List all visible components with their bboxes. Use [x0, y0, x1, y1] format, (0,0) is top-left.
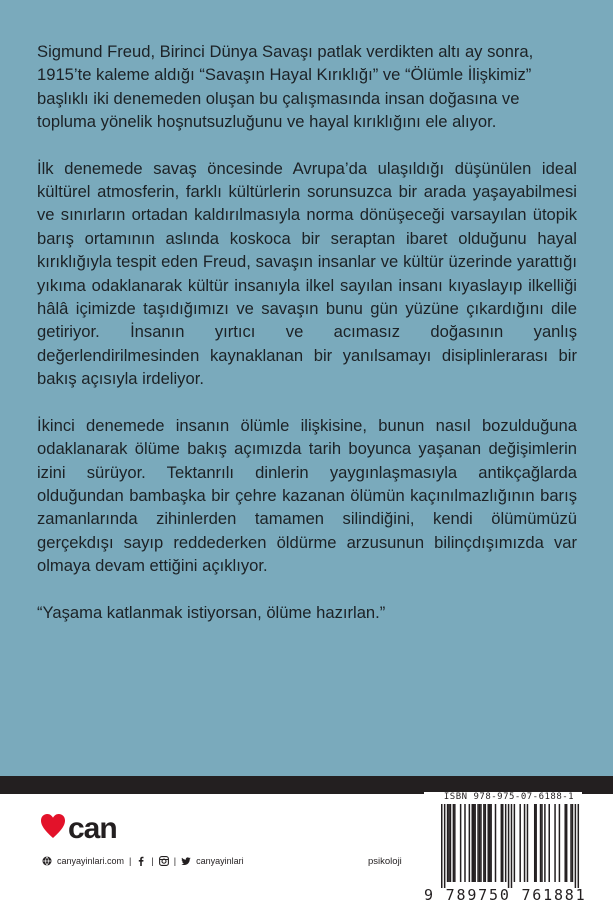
publisher-footer	[0, 794, 613, 920]
twitter-icon[interactable]	[181, 856, 191, 866]
barcode-bar	[527, 804, 529, 882]
barcode-bar	[524, 804, 526, 882]
barcode-bar	[570, 804, 572, 882]
barcode-bar	[448, 804, 450, 882]
barcode-bar	[508, 804, 510, 888]
barcode-bar	[483, 804, 485, 882]
separator: |	[151, 856, 154, 866]
barcode-bar	[474, 804, 476, 882]
barcode-bar	[501, 804, 503, 882]
barcode-bar	[502, 804, 504, 882]
barcode-bar	[578, 804, 580, 888]
globe-icon	[42, 856, 52, 866]
barcode-bar	[566, 804, 568, 882]
ean-digits: 9 789750 761881	[424, 886, 587, 904]
freud-quote: “Yaşama katlanmak istiyorsan, ölüme hazırlan.”	[37, 602, 386, 622]
barcode-bar	[572, 804, 574, 882]
barcode-bar	[505, 804, 507, 882]
barcode-graphic	[430, 804, 580, 888]
barcode-bar	[534, 804, 536, 882]
barcode-bar	[489, 804, 491, 882]
barcode-bar	[450, 804, 452, 882]
barcode	[430, 804, 580, 888]
barcode-bar	[480, 804, 482, 882]
separator: |	[129, 856, 132, 866]
instagram-icon[interactable]	[159, 856, 169, 866]
barcode-bar	[511, 804, 512, 888]
barcode-bar	[495, 804, 497, 882]
isbn-label: ISBN 978-975-07-6188-1	[443, 792, 575, 802]
heart-icon	[40, 808, 150, 848]
barcode-bar	[473, 804, 475, 882]
separator: |	[173, 856, 177, 866]
barcode-bar	[544, 804, 546, 882]
barcode-bar	[554, 804, 556, 882]
barcode-bar	[535, 804, 537, 882]
blurb-paragraph-1: Sigmund Freud, Birinci Dünya Savaşı patlak verdikten altı ay sonra, 1915’te kaleme aldığı “Savaşın Hayal Kırıklığı” ve “Ölümle İlişkimiz” başlıklı iki denemeden oluşan bu çalışmasında insan doğasına ve topluma yönelik hoşnutsuzluğunu ve hayal kırıklığını ele alıyor.	[37, 42, 534, 132]
isbn-barcode-block	[424, 792, 587, 910]
social-handle[interactable]: canyayinlari	[196, 856, 244, 866]
barcode-bar	[479, 804, 481, 882]
barcode-bar	[453, 804, 455, 882]
barcode-bar	[464, 804, 466, 882]
barcode-bar	[472, 804, 474, 882]
barcode-bar	[541, 804, 543, 882]
barcode-bar	[447, 804, 449, 882]
barcode-bar	[454, 804, 456, 882]
barcode-bar	[514, 804, 516, 882]
barcode-bar	[548, 804, 550, 882]
barcode-bar	[460, 804, 462, 882]
barcode-bar	[444, 804, 446, 888]
barcode-bar	[540, 804, 542, 882]
barcode-bar	[519, 804, 521, 882]
category-label: psikoloji	[368, 856, 402, 867]
publisher-wordmark: can	[68, 812, 117, 845]
facebook-icon[interactable]	[136, 856, 146, 866]
social-links-row	[42, 854, 244, 868]
can-publisher-logo	[40, 808, 150, 848]
blurb-paragraph-2: İlk denemede savaş öncesinde Avrupa’da ulaşıldığı düşünülen ideal kültürel atmosferin, farklı kültürlerin sorunsuzca bir arada yaşayabilmesi ve sınırların ortadan kaldırılmasıyla norma dönüşeceği varsayılan ütopik barış ortamının aslında koskoca bir seraptan ibaret olduğunu hayal kırıklığıyla tespit eden Freud, savaşın insanlar ve kültür üzerinde yarattığı yıkıma odaklanarak kültür insanıyla ilkel sayılan insanı kıyaslayıp ilkelliği hâlâ içimizde taşıdığımızı ve savaşın bunu gün yüzüne çıkardığını dile getiriyor. İnsanın yırtıcı ve acımasız doğasının yanlış değerlendirilmesinden kaynaklanan bir yanılsamayı disiplinlerarası bir bakış açısıyla irdeliyor.	[37, 158, 577, 389]
barcode-bar	[469, 804, 471, 882]
barcode-bar	[564, 804, 566, 882]
barcode-bar	[485, 804, 487, 882]
barcode-bar	[490, 804, 492, 882]
barcode-bar	[477, 804, 479, 882]
website-link[interactable]: canyayinlari.com	[57, 856, 125, 866]
barcode-bar	[487, 804, 489, 882]
blurb-paragraph-3: İkinci denemede insanın ölümle ilişkisine, bunun nasıl bozulduğuna odaklanarak ölüme bakış açımızda tarih boyunca yaşanan değişimlerin izini sürüyor. Tektanrılı dinlerin yaygınlaşmasıyla antikçağlarda olduğundan bambaşka bir çehre kazanan ölümün kaçınılmazlığının barış zamanlarında zihinlerden tamamen silindiğini, kendi ölümümüzü gerçekdışı sayıp reddederken öldürme arzusunun bilinçdışımızda var olmaya devam ettiğini açıklıyor.	[37, 415, 577, 576]
blurb-text	[37, 40, 577, 624]
barcode-bar	[575, 804, 577, 888]
barcode-bar	[559, 804, 561, 882]
barcode-bar	[441, 804, 443, 888]
